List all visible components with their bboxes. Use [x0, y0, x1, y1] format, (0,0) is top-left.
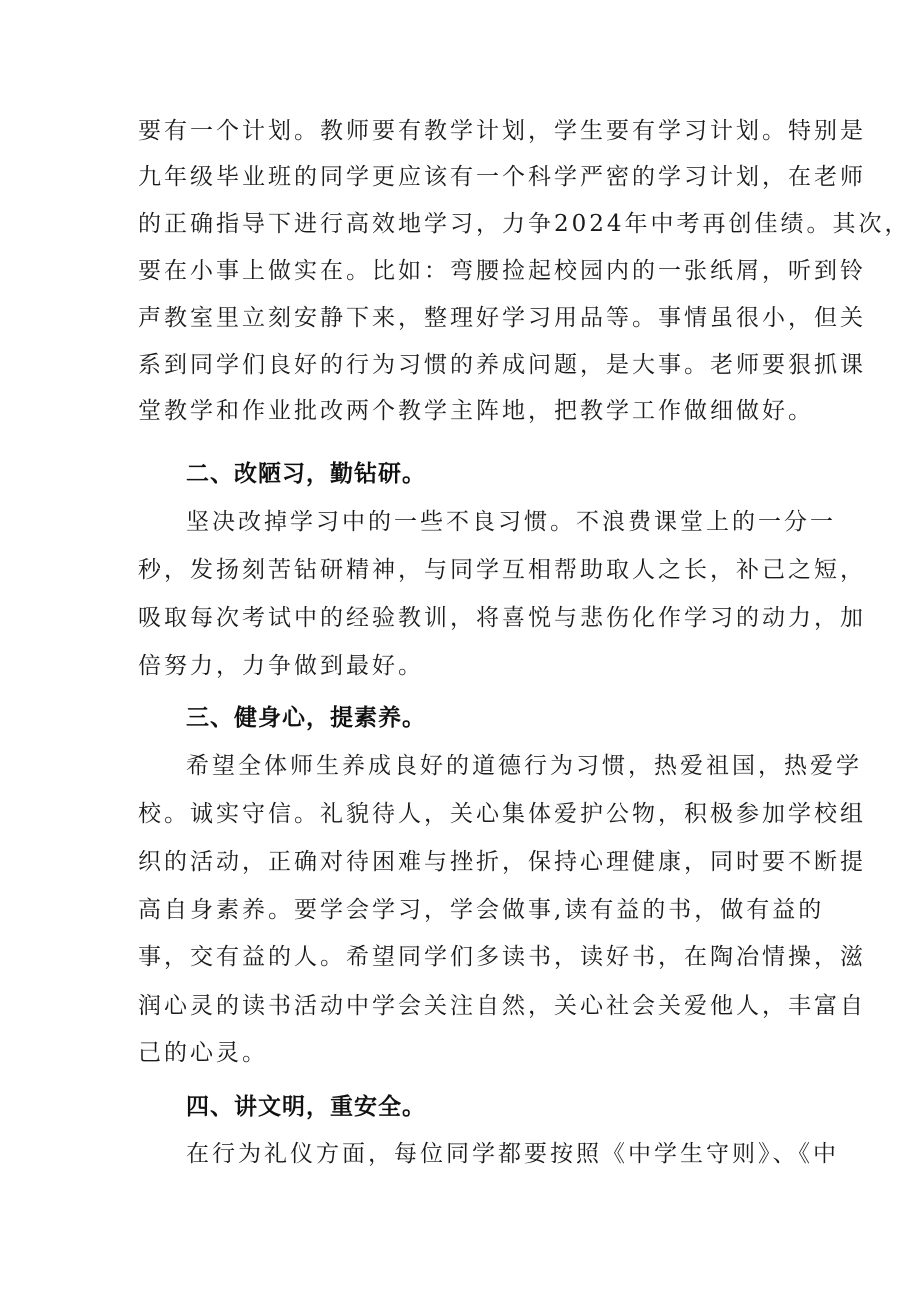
- paragraph-line: 声教室里立刻安静下来，整理好学习用品等。事情虽很小，但关: [138, 305, 866, 331]
- paragraph-line: 吸取每次考试中的经验教训，将喜悦与悲伤化作学习的动力，加: [138, 605, 866, 631]
- section-heading: 四、讲文明，重安全。: [186, 1094, 426, 1120]
- paragraph-line: 坚决改掉学习中的一些不良习惯。不浪费课堂上的一分一: [186, 509, 836, 535]
- paragraph-line: 堂教学和作业批改两个教学主阵地，把教学工作做细做好。: [138, 398, 814, 424]
- paragraph-line: 润心灵的读书活动中学会关注自然，关心社会关爱他人，丰富自: [138, 993, 866, 1019]
- paragraph-line: 秒，发扬刻苦钻研精神，与同学互相帮助取人之长，补己之短，: [138, 557, 866, 583]
- paragraph-line: 希望全体师生养成良好的道德行为习惯，热爱祖国，热爱学: [186, 753, 862, 779]
- paragraph-line: 要有一个计划。教师要有教学计划，学生要有学习计划。特别是: [138, 118, 866, 144]
- paragraph-line: 倍努力，力争做到最好。: [138, 653, 424, 679]
- paragraph-line: 校。诚实守信。礼貌待人，关心集体爱护公物，积极参加学校组: [138, 801, 866, 827]
- paragraph-line: 织的活动，正确对待困难与挫折，保持心理健康，同时要不断提: [138, 849, 866, 875]
- section-heading: 二、改陋习，勤钻研。: [186, 461, 426, 487]
- paragraph-line: 要在小事上做实在。比如：弯腰捡起校园内的一张纸屑，听到铃: [138, 258, 866, 284]
- paragraph-line: 在行为礼仪方面，每位同学都要按照《中学生守则》、《中: [186, 1141, 839, 1167]
- paragraph-line: 系到同学们良好的行为习惯的养成问题，是大事。老师要狠抓课: [138, 352, 866, 378]
- paragraph-line: 高自身素养。要学会学习，学会做事,读有益的书，做有益的: [138, 897, 825, 923]
- paragraph-line: 的正确指导下进行高效地学习，力争2024年中考再创佳绩。其次，: [138, 211, 911, 237]
- paragraph-line: 九年级毕业班的同学更应该有一个科学严密的学习计划，在老师: [138, 164, 866, 190]
- paragraph-line: 事，交有益的人。希望同学们多读书，读好书，在陶冶情操，滋: [138, 944, 866, 970]
- paragraph-line: 己的心灵。: [138, 1040, 268, 1066]
- section-heading: 三、健身心，提素养。: [186, 705, 426, 731]
